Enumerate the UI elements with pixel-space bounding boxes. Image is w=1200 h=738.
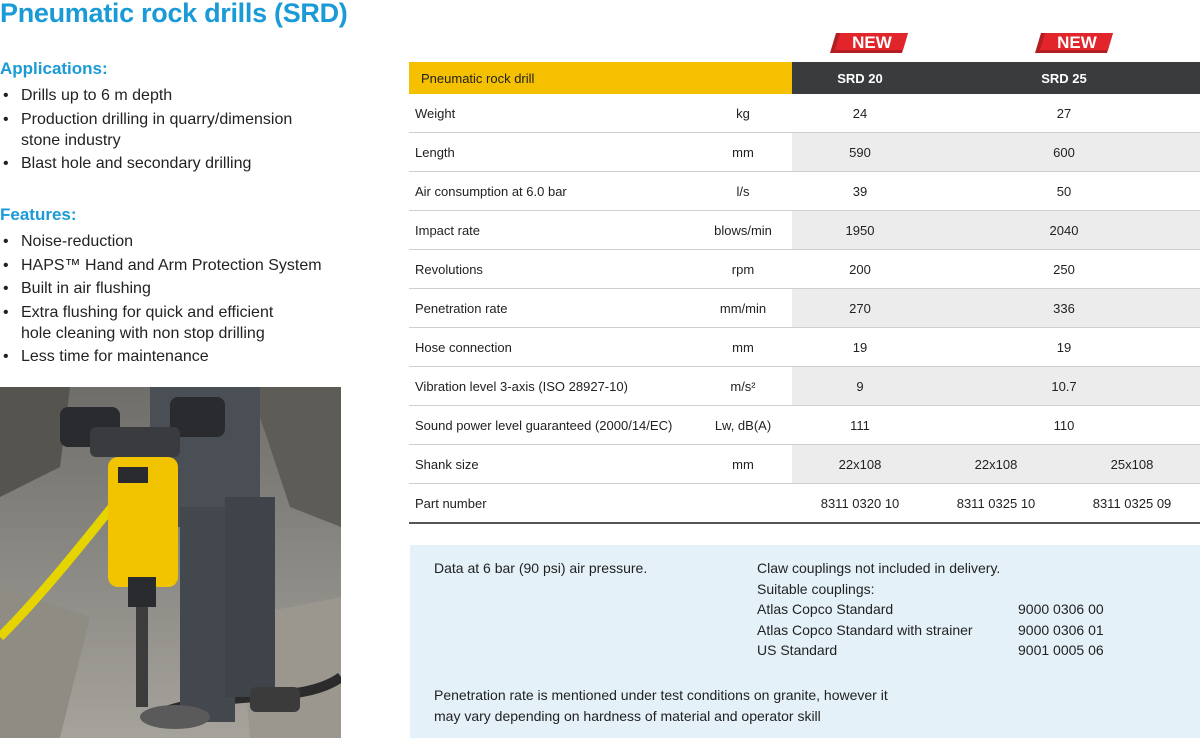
srd20-value: 39	[792, 172, 928, 211]
row-label: Revolutions	[409, 250, 694, 289]
srd25-value: 50	[928, 172, 1200, 211]
srd20-value: 1950	[792, 211, 928, 250]
row-unit: mm	[694, 133, 792, 172]
srd25-value: 250	[928, 250, 1200, 289]
srd20-value: 111	[792, 406, 928, 445]
srd20-value: 22x108	[792, 445, 928, 484]
srd25-value: 2040	[928, 211, 1200, 250]
badge-text: NEW	[1057, 33, 1097, 52]
list-item: • Blast hole and secondary drilling	[0, 153, 345, 174]
header-label: Pneumatic rock drill	[409, 62, 792, 94]
row-label: Part number	[409, 484, 694, 524]
table-header-row	[409, 62, 1200, 94]
rock-drill-operator-image	[0, 387, 341, 738]
row-unit: mm	[694, 445, 792, 484]
row-unit: l/s	[694, 172, 792, 211]
row-unit: mm	[694, 328, 792, 367]
air-pressure-note: Data at 6 bar (90 psi) air pressure.	[434, 560, 648, 576]
coupling-name: US Standard	[757, 642, 838, 658]
srd20-value: 8311 0320 10	[792, 484, 928, 524]
list-item: • HAPS™ Hand and Arm Protection System	[0, 255, 345, 276]
suitable-couplings-label: Suitable couplings:	[757, 580, 875, 597]
srd20-value: 200	[792, 250, 928, 289]
page-title: Pneumatic rock drills (SRD)	[0, 0, 348, 28]
row-unit	[694, 484, 792, 524]
srd25-part-a: 8311 0325 10	[956, 495, 1036, 511]
srd25-shank-a: 22x108	[974, 456, 1018, 472]
table-row	[409, 445, 1200, 484]
srd25-value: 336	[928, 289, 1200, 328]
applications-list	[0, 85, 345, 177]
row-label: Hose connection	[409, 328, 694, 367]
notes-box	[410, 545, 1200, 738]
list-item: • Less time for maintenance	[0, 346, 345, 367]
list-item: • Drills up to 6 m depth	[0, 85, 345, 106]
srd25-value: 27	[928, 94, 1200, 133]
applications-heading: Applications:	[0, 59, 108, 78]
new-badge-srd25	[1035, 33, 1113, 53]
row-label: Sound power level guaranteed (2000/14/EC)	[409, 406, 694, 445]
penetration-note-line2: may vary depending on hardness of material and operator skill	[434, 707, 821, 724]
list-item: • Production drilling in quarry/dimension stone industry	[0, 109, 321, 151]
features-heading: Features:	[0, 205, 77, 224]
penetration-note-line1: Penetration rate is mentioned under test conditions on granite, however it	[434, 687, 888, 703]
list-item: • Noise-reduction	[0, 231, 345, 252]
row-unit: kg	[694, 94, 792, 133]
table-row	[409, 484, 1200, 524]
row-unit: mm/min	[694, 289, 792, 328]
row-label: Weight	[409, 94, 694, 133]
claw-note: Claw couplings not included in delivery.	[757, 560, 1001, 576]
srd25-value: 19	[928, 328, 1200, 367]
badge-text: NEW	[852, 33, 892, 52]
row-label: Impact rate	[409, 211, 694, 250]
srd25-value: 600	[928, 133, 1200, 172]
srd20-value: 270	[792, 289, 928, 328]
srd25-value	[928, 484, 1200, 524]
list-item: • Built in air flushing	[0, 278, 345, 299]
table-row	[409, 211, 1200, 250]
coupling-number: 9000 0306 01	[1018, 621, 1104, 638]
row-unit: blows/min	[694, 211, 792, 250]
table-row	[409, 172, 1200, 211]
table-row	[409, 289, 1200, 328]
table-row	[409, 406, 1200, 445]
row-label: Penetration rate	[409, 289, 694, 328]
srd25-part-b: 8311 0325 09	[1092, 495, 1172, 511]
new-badge-srd20	[830, 33, 908, 53]
table-row	[409, 328, 1200, 367]
row-label: Vibration level 3-axis (ISO 28927-10)	[409, 367, 694, 406]
list-item: • Extra flushing for quick and efficient hole cleaning with non stop drilling	[0, 302, 306, 344]
coupling-name: Atlas Copco Standard with strainer	[757, 621, 973, 638]
coupling-name: Atlas Copco Standard	[757, 601, 894, 617]
srd20-value: 590	[792, 133, 928, 172]
table-row	[409, 133, 1200, 172]
srd20-value: 9	[792, 367, 928, 406]
srd25-value: 10.7	[928, 367, 1200, 406]
coupling-number: 9000 0306 00	[1018, 601, 1104, 617]
row-unit: Lw, dB(A)	[694, 406, 792, 445]
coupling-number: 9001 0005 06	[1018, 642, 1104, 658]
table-row	[409, 367, 1200, 406]
spec-table	[409, 62, 1200, 524]
srd20-value: 19	[792, 328, 928, 367]
srd20-value: 24	[792, 94, 928, 133]
row-label: Air consumption at 6.0 bar	[409, 172, 694, 211]
row-label: Shank size	[409, 445, 694, 484]
row-unit: m/s²	[694, 367, 792, 406]
table-row	[409, 250, 1200, 289]
table-row	[409, 94, 1200, 133]
row-label: Length	[409, 133, 694, 172]
model-srd20: SRD 20	[792, 62, 928, 94]
srd25-value: 110	[928, 406, 1200, 445]
product-photo	[0, 387, 341, 738]
model-srd25: SRD 25	[928, 62, 1200, 94]
srd25-value	[928, 445, 1200, 484]
row-unit: rpm	[694, 250, 792, 289]
srd25-shank-b: 25x108	[1110, 456, 1154, 472]
features-list	[0, 231, 345, 370]
